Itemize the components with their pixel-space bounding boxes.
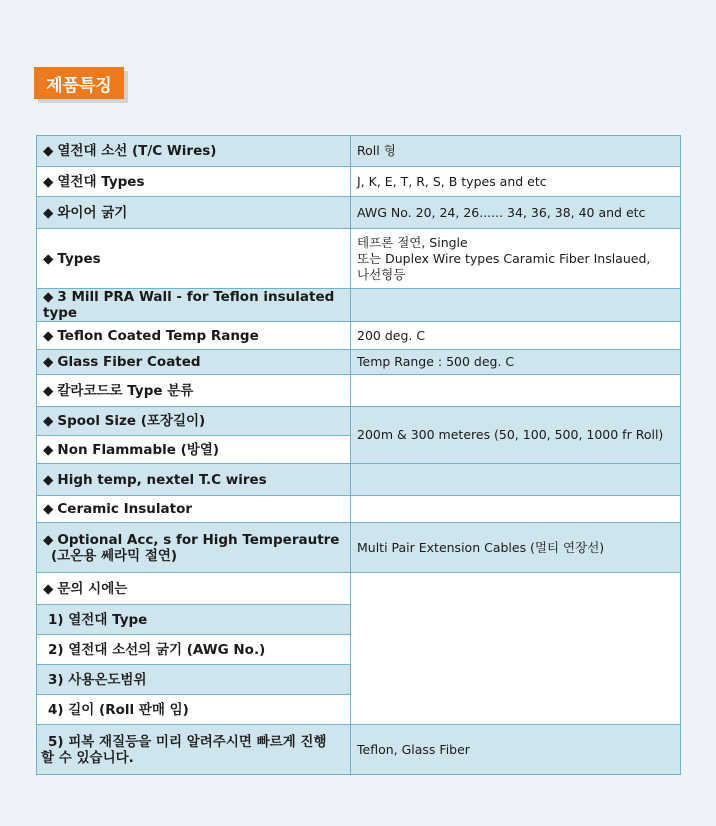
row-value: Teflon, Glass Fiber (351, 725, 681, 775)
row-value (351, 464, 681, 496)
diamond-icon: ◆ (43, 143, 54, 159)
diamond-icon: ◆ (43, 501, 54, 517)
row-label-text: Ceramic Insulator (57, 501, 193, 517)
row-label-text: Teflon Coated Temp Range (57, 327, 259, 344)
row-label-text: Non Flammable (방열) (57, 441, 220, 458)
row-label-text: Spool Size (포장길이) (57, 413, 206, 429)
row-label: 1) 열전대 Type (37, 605, 351, 635)
table-row (37, 350, 681, 375)
section-title-badge (34, 67, 124, 99)
row-label (37, 375, 351, 407)
table-row (37, 523, 681, 573)
row-label-text: 와이어 굵기 (57, 204, 128, 221)
diamond-icon: ◆ (43, 580, 54, 597)
row-label (37, 136, 351, 167)
diamond-icon: ◆ (43, 204, 54, 221)
diamond-icon: ◆ (43, 173, 54, 190)
table-row (37, 407, 681, 436)
row-label (37, 523, 351, 573)
row-value: 200m & 300 meteres (50, 100, 500, 1000 fr Roll) (351, 407, 681, 464)
row-value: Roll 형 (351, 136, 681, 167)
table-row (37, 167, 681, 197)
value-line: 테프론 절연, Single (357, 234, 468, 250)
row-label (37, 496, 351, 523)
row-value (351, 573, 681, 725)
table-row (37, 375, 681, 407)
table-row (37, 573, 681, 605)
table-row (37, 464, 681, 496)
row-label (37, 350, 351, 375)
table-row (37, 229, 681, 289)
row-label-text: 문의 시에는 (57, 580, 128, 597)
row-value: AWG No. 20, 24, 26...... 34, 36, 38, 40 and etc (351, 197, 681, 229)
row-value: Multi Pair Extension Cables (멀티 연장선) (351, 523, 681, 573)
row-label (37, 464, 351, 496)
row-label: 2) 열전대 소선의 굵기 (AWG No.) (37, 635, 351, 665)
row-label (37, 322, 351, 350)
row-value: J, K, E, T, R, S, B types and etc (351, 167, 681, 197)
row-label-text: 칼라코드로 Type 분류 (57, 382, 194, 399)
spec-table (36, 135, 681, 775)
row-label-text: High temp, nextel T.C wires (57, 471, 267, 488)
table-row (37, 289, 681, 322)
row-label (37, 436, 351, 464)
row-label-text: 열전대 Types (57, 173, 145, 190)
row-label (37, 229, 351, 289)
row-value (351, 229, 681, 289)
row-label-text: 3 Mill PRA Wall - for Teflon insulated type (43, 289, 335, 321)
row-value (351, 375, 681, 407)
diamond-icon: ◆ (43, 289, 54, 305)
row-label-text: Optional Acc, s for High Temperautre (57, 531, 340, 548)
row-label-text: Types (57, 250, 101, 267)
table-row (37, 197, 681, 229)
row-label-text: 열전대 소선 (T/C Wires) (57, 143, 217, 159)
table-row (37, 725, 681, 775)
row-label (37, 197, 351, 229)
diamond-icon: ◆ (43, 413, 54, 429)
row-label-subtext: 할 수 있습니다. (41, 749, 134, 766)
table-row (37, 322, 681, 350)
row-value (351, 496, 681, 523)
diamond-icon: ◆ (43, 382, 54, 399)
row-label-subtext: (고온용 쎄라믹 절연) (51, 547, 178, 564)
row-label: 3) 사용온도범위 (37, 665, 351, 695)
row-label-text: Glass Fiber Coated (57, 354, 201, 370)
table-row (37, 136, 681, 167)
row-value (351, 289, 681, 322)
row-label (37, 289, 351, 322)
table-row (37, 496, 681, 523)
diamond-icon: ◆ (43, 531, 54, 548)
section-title: 제품특징 (46, 75, 112, 96)
row-label (37, 167, 351, 197)
diamond-icon: ◆ (43, 250, 54, 267)
row-label (37, 407, 351, 436)
row-value: Temp Range : 500 deg. C (351, 350, 681, 375)
diamond-icon: ◆ (43, 441, 54, 458)
row-label (37, 725, 351, 775)
row-label (37, 573, 351, 605)
row-value: 200 deg. C (351, 322, 681, 350)
value-line: 나선형등 (357, 266, 406, 282)
diamond-icon: ◆ (43, 354, 54, 370)
row-label: 4) 길이 (Roll 판매 임) (37, 695, 351, 725)
diamond-icon: ◆ (43, 471, 54, 488)
diamond-icon: ◆ (43, 327, 54, 344)
row-label-text: 5) 피복 재질등을 미리 알려주시면 빠르게 진행 (48, 733, 327, 750)
value-line: 또는 Duplex Wire types Caramic Fiber Inslaued, (357, 250, 651, 266)
